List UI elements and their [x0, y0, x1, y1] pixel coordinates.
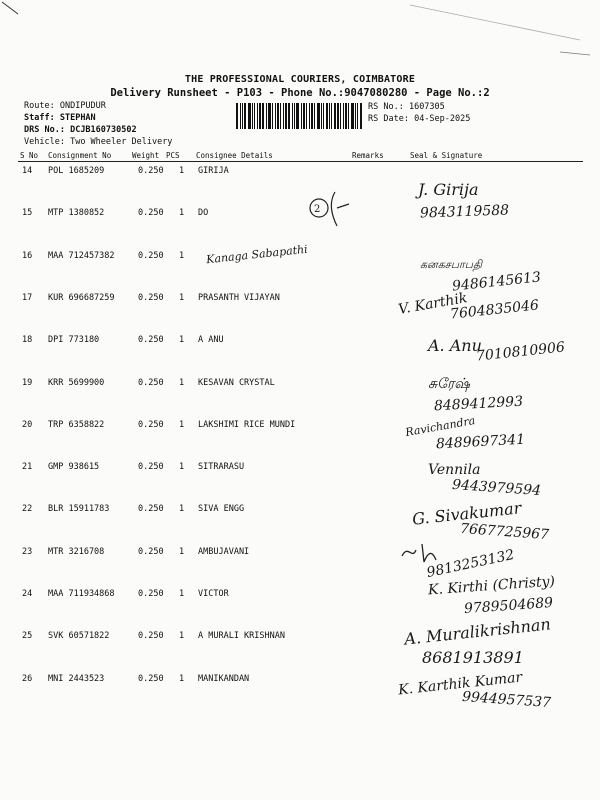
barcode-bar	[311, 103, 313, 129]
drs-label: DRS No.:	[24, 125, 65, 135]
signature-phone-row16: 9486145613	[451, 269, 542, 295]
handwritten-name-row16: Kanaga Sabapathi	[205, 242, 309, 267]
signature-name-row25: A. Muralikrishnan	[403, 614, 552, 649]
rs-date-value: 04-Sep-2025	[414, 114, 471, 124]
signature-phone-row18: 7010810906	[475, 339, 566, 365]
row-sno: 22	[22, 504, 33, 515]
row-consignee: A MURALI KRISHNAN	[198, 631, 285, 642]
row-consignee: GIRIJA	[198, 166, 229, 176]
row-sno: 14	[22, 166, 33, 176]
barcode-bar	[254, 103, 255, 129]
barcode-bar	[244, 103, 246, 129]
signature-phone-row14: 9843119588	[419, 202, 510, 222]
col-header-weight: Weight	[132, 151, 160, 160]
col-header-pcs: PCS	[166, 151, 180, 160]
row-consignment-no: POL 1685209	[48, 166, 105, 176]
row-pcs: 1	[179, 166, 185, 176]
signature-phone-row17: 7604835046	[449, 297, 540, 323]
barcode-bar	[317, 103, 320, 129]
rs-no-value: 1607305	[408, 102, 445, 112]
top-right-fold-lines	[400, 0, 600, 60]
barcode-bar	[301, 103, 302, 129]
barcode-bar	[314, 103, 315, 129]
row-consignment-no: KUR 696687259	[48, 292, 115, 303]
row-pcs: 1	[179, 504, 185, 515]
barcode-bar	[329, 103, 330, 129]
row-weight: 0.250	[138, 631, 164, 642]
row-consignee: PRASANTH VIJAYAN	[198, 292, 280, 303]
barcode-bar	[268, 103, 271, 129]
row-pcs: 1	[179, 377, 185, 388]
barcode-bar	[321, 103, 322, 129]
row-consignee: KESAVAN CRYSTAL	[198, 377, 275, 388]
barcode-bar	[348, 103, 349, 129]
barcode-bar	[303, 103, 305, 129]
barcode-bar	[345, 103, 347, 129]
row-consignment-no: MTR 3216708	[48, 546, 105, 557]
col-header-sno: S No	[20, 151, 39, 160]
barcode-bar	[240, 103, 241, 129]
signature-name-row19: சுரேஷ்	[428, 376, 470, 392]
row-pcs: 1	[179, 292, 185, 303]
barcode-bar	[283, 103, 284, 129]
signature-name-row24: K. Kirthi (Christy)	[427, 573, 556, 599]
barcode-bar	[360, 103, 362, 129]
barcode-bar	[272, 103, 273, 129]
vehicle-label: Vehicle:	[24, 137, 65, 147]
row-sno: 15	[22, 208, 33, 219]
row-weight: 0.250	[138, 292, 164, 303]
row-consignment-no: MAA 711934868	[48, 589, 115, 599]
staff-label: Staff:	[24, 113, 55, 123]
barcode-bar	[248, 103, 251, 129]
barcode-bar	[331, 103, 332, 129]
signature-name-row20: Ravichandra	[404, 413, 477, 440]
barcode-bar	[340, 103, 341, 129]
row-pcs: 1	[179, 250, 185, 261]
svg-text:2: 2	[314, 204, 321, 215]
row-weight: 0.250	[138, 546, 164, 557]
barcode-bar	[277, 103, 279, 129]
row-pcs: 1	[179, 462, 185, 473]
signature-phone-row21: 9443979594	[451, 476, 542, 500]
barcode-bar	[242, 103, 243, 129]
row-weight: 0.250	[138, 250, 164, 261]
barcode-bar	[236, 103, 238, 129]
row-sno: 23	[22, 546, 33, 557]
barcode-bar	[259, 103, 261, 129]
row-pcs: 1	[179, 335, 185, 346]
signature-phone-row24: 9789504689	[463, 594, 554, 618]
row-weight: 0.250	[138, 208, 164, 219]
row-consignee: DO	[198, 208, 209, 219]
barcode-bar	[288, 103, 290, 129]
col-header-consignee: Consignee Details	[196, 151, 273, 160]
row-sno: 21	[22, 462, 33, 473]
signature-phone-row25: 8681913891	[422, 648, 524, 667]
vehicle-value: Two Wheeler Delivery	[70, 137, 173, 147]
row-pcs: 1	[179, 546, 185, 557]
barcode-bar	[285, 103, 287, 129]
signature-name-row22: G. Sivakumar	[411, 498, 523, 529]
row-weight: 0.250	[138, 166, 164, 176]
barcode-bar	[351, 103, 354, 129]
barcode-bar	[355, 103, 356, 129]
runsheet-meta	[24, 100, 172, 148]
rs-no-label: RS No.:	[368, 102, 404, 112]
barcode-bar	[280, 103, 281, 129]
header-rule	[18, 161, 583, 162]
signature-phone-row22: 7667725967	[459, 520, 550, 544]
row-consignee: MANIKANDAN	[198, 673, 250, 684]
signature-phone-row23: 9813253132	[425, 546, 516, 582]
row-consignee: LAKSHIMI RICE MUNDI	[198, 419, 296, 430]
row-consignment-no: DPI 773180	[48, 335, 100, 346]
row-sno: 25	[22, 631, 33, 642]
row-consignee: VICTOR	[198, 589, 229, 599]
barcode-bar	[323, 103, 324, 129]
rs-date-label: RS Date:	[368, 114, 409, 124]
row-weight: 0.250	[138, 462, 164, 473]
route-value: ONDIPUDUR	[59, 101, 106, 111]
row-weight: 0.250	[138, 504, 164, 515]
signature-name-row16: கனகசபாபதி	[420, 258, 482, 271]
row-consignment-no: SVK 60571822	[48, 631, 110, 642]
barcode-bar	[262, 103, 264, 129]
row-consignee: SIVA ENGG	[198, 504, 245, 515]
route-label: Route:	[24, 101, 55, 111]
row-pcs: 1	[179, 589, 185, 599]
row-weight: 0.250	[138, 673, 164, 684]
barcode-bar	[357, 103, 358, 129]
rs-meta	[368, 101, 470, 125]
signature-name-row17: V. Karthik	[397, 290, 469, 318]
barcode-bar	[294, 103, 295, 129]
barcode-bar	[334, 103, 336, 129]
row-consignee: A ANU	[198, 335, 224, 346]
row-consignee: SITRARASU	[198, 462, 245, 473]
row-weight: 0.250	[138, 335, 164, 346]
row-sno: 20	[22, 419, 33, 430]
row-pcs: 1	[179, 419, 185, 430]
col-header-consignment: Consignment No	[48, 151, 112, 160]
col-header-remarks: Remarks	[352, 151, 384, 160]
signature-name-row26: K. Karthik Kumar	[397, 669, 523, 699]
row-sno: 18	[22, 335, 33, 346]
signature-name-row21: Vennila	[428, 462, 481, 478]
row-sno: 19	[22, 377, 33, 388]
row-weight: 0.250	[138, 377, 164, 388]
barcode-bar	[252, 103, 253, 129]
row-weight: 0.250	[138, 419, 164, 430]
row-consignment-no: MAA 712457382	[48, 250, 115, 261]
row-consignment-no: BLR 15911783	[48, 504, 110, 515]
drs-value: DCJB160730502	[70, 125, 137, 135]
barcode-bar	[292, 103, 293, 129]
barcode-bar	[296, 103, 299, 129]
barcode-bar	[343, 103, 344, 129]
barcode-bar	[306, 103, 307, 129]
signature-phone-row26: 9944957537	[461, 688, 552, 712]
handwritten-mark-row15	[305, 188, 355, 230]
row-pcs: 1	[179, 673, 185, 684]
staff-value: STEPHAN	[59, 113, 96, 123]
row-consignment-no: KRR 5699900	[48, 377, 105, 388]
row-pcs: 1	[179, 631, 185, 642]
signature-name-row18: A. Anu	[428, 336, 482, 355]
row-sno: 24	[22, 589, 33, 599]
row-consignment-no: MNI 2443523	[48, 673, 105, 684]
row-sno: 17	[22, 292, 33, 303]
signature-phone-row20: 8489697341	[435, 431, 526, 453]
row-pcs: 1	[179, 208, 185, 219]
barcode-bar	[309, 103, 310, 129]
row-consignment-no: TRP 6358822	[48, 419, 105, 430]
barcode-bar	[257, 103, 258, 129]
row-sno: 26	[22, 673, 33, 684]
barcode	[236, 103, 364, 129]
signature-name-row14: J. Girija	[418, 180, 479, 199]
barcode-bar	[326, 103, 328, 129]
row-consignment-no: MTP 1380852	[48, 208, 105, 219]
row-consignee: AMBUJAVANI	[198, 546, 250, 557]
barcode-bar	[275, 103, 276, 129]
barcode-bar	[337, 103, 339, 129]
col-header-signature: Seal & Signature	[410, 151, 483, 160]
signature-phone-row19: 8489412993	[433, 393, 524, 415]
row-consignment-no: GMP 938615	[48, 462, 100, 473]
barcode-bar	[266, 103, 267, 129]
row-sno: 16	[22, 250, 33, 261]
company-title: THE PROFESSIONAL COURIERS, COIMBATORE	[184, 74, 416, 85]
top-left-corner-mark	[0, 0, 40, 20]
runsheet-subtitle: Delivery Runsheet - P103 - Phone No.:9047080280 - Page No.:2	[110, 87, 490, 99]
row-weight: 0.250	[138, 589, 164, 599]
